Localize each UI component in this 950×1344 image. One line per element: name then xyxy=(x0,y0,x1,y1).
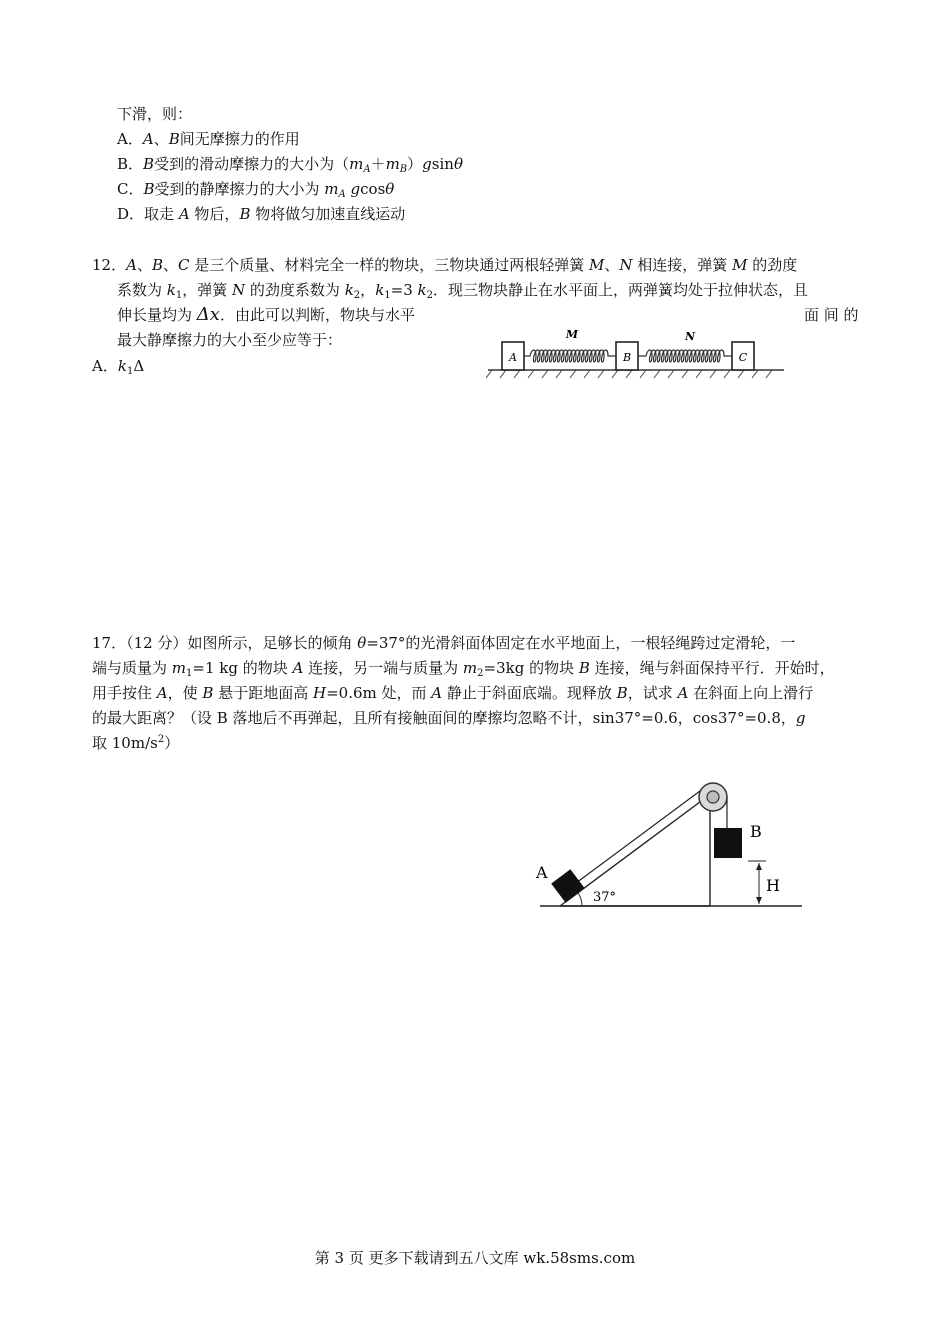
var-c: C xyxy=(178,256,190,274)
option-text: 物将做匀加速直线运动 xyxy=(250,205,406,223)
height-label: H xyxy=(766,876,780,895)
text: =37°的光滑斜面体固定在水平地面上，一根轻绳跨过定滑轮，一 xyxy=(366,634,796,652)
text: ） xyxy=(164,734,180,752)
option-label: D． xyxy=(117,205,145,223)
q17-line-4 xyxy=(92,708,805,728)
q12-line-3 xyxy=(117,305,415,325)
sin-text: sin xyxy=(431,155,454,173)
spring-m-label: M xyxy=(565,328,579,341)
text: ．由此可以判断，物块与水平 xyxy=(219,306,415,324)
block-c-label: C xyxy=(738,351,748,364)
text: =3kg 的物块 xyxy=(483,659,579,677)
text: 最大静摩擦力的大小至少应等于： xyxy=(117,331,343,349)
var-m: m xyxy=(171,659,187,677)
var-a: A xyxy=(677,684,689,702)
option-label: A． xyxy=(92,357,118,375)
option-label: A． xyxy=(117,130,143,148)
text: ．现三物块静止在水平面上，两弹簧均处于拉伸状态，且 xyxy=(433,281,809,299)
option-label: B． xyxy=(117,155,144,173)
q12-line-3-end xyxy=(804,305,859,325)
block-a xyxy=(551,869,585,903)
subscript-a: A xyxy=(363,164,371,175)
text: 用手按住 xyxy=(92,684,157,702)
q11-intro-text: 下滑，则： xyxy=(117,105,193,123)
incline-pulley-figure xyxy=(520,770,810,915)
var-h: H xyxy=(312,684,327,702)
var-b: B xyxy=(239,205,251,223)
var-a: A xyxy=(178,205,190,223)
spring-n-label: N xyxy=(684,330,696,343)
separator: 、 xyxy=(136,256,152,274)
text: 系数为 xyxy=(117,281,167,299)
var-a: A xyxy=(431,684,443,702)
spring-n xyxy=(638,350,732,362)
q11-option-a xyxy=(117,129,300,149)
var-k: k xyxy=(166,281,176,299)
separator: 、 xyxy=(162,256,178,274)
var-a: A xyxy=(156,684,168,702)
text: ，试求 xyxy=(627,684,678,702)
block-b-label: B xyxy=(622,351,632,364)
separator: 、 xyxy=(604,256,620,274)
pulley-hub xyxy=(707,791,719,803)
var-m: M xyxy=(589,256,605,274)
text: 端与质量为 xyxy=(92,659,172,677)
plus-sign: ＋ xyxy=(370,155,386,173)
text: ， xyxy=(360,281,376,299)
ground-hatching xyxy=(486,370,772,378)
text: 相连接，弹簧 xyxy=(632,256,733,274)
q17-line-5 xyxy=(92,733,179,753)
subscript: 1 xyxy=(186,668,193,679)
text: 静止于斜面底端。现释放 xyxy=(442,684,617,702)
text: 在斜面上向上滑行 xyxy=(688,684,814,702)
separator: 、 xyxy=(153,130,169,148)
var-b: B xyxy=(143,155,155,173)
angle-arc xyxy=(578,893,582,906)
var-m: m xyxy=(349,155,364,173)
subscript: 2 xyxy=(426,290,434,301)
option-text: 受到的静摩擦力的大小为 xyxy=(154,180,325,198)
var-k: k xyxy=(344,281,354,299)
text: =0.6m 处，而 xyxy=(326,684,432,702)
option-text: 物后， xyxy=(189,205,240,223)
var-k: k xyxy=(375,281,385,299)
question-number: 17． xyxy=(92,634,127,652)
block-a-label: A xyxy=(509,351,517,364)
var-b: B xyxy=(578,659,590,677)
subscript: 1 xyxy=(126,366,134,377)
text: =3 xyxy=(390,281,418,299)
page-footer xyxy=(0,1247,950,1268)
var-a: A xyxy=(292,659,304,677)
var-delta-x: Δx xyxy=(196,304,220,325)
var-n: N xyxy=(232,281,246,299)
spring-block-figure xyxy=(486,326,786,382)
text: 是三个质量、材料完全一样的物块，三物块通过两根轻弹簧 xyxy=(189,256,590,274)
score: （12 分） xyxy=(126,634,188,652)
q11-option-d xyxy=(117,204,405,224)
subscript: 1 xyxy=(175,290,183,301)
block-b xyxy=(714,828,742,858)
text: 面 间 的 xyxy=(804,306,859,324)
var-b: B xyxy=(168,130,180,148)
var-g: g xyxy=(345,180,361,198)
var-a: A xyxy=(126,256,137,274)
block-a-label: A xyxy=(536,863,548,882)
text: 的最大距离？（设 B 落地后不再弹起，且所有接触面间的摩擦均忽略不计，sin37°=0.6，cos37°=0.8， xyxy=(92,709,796,727)
q17-line-1 xyxy=(92,633,795,653)
var-g: g xyxy=(422,155,432,173)
option-text: Δ xyxy=(133,357,145,375)
text: 连接，绳与斜面保持平行．开始时， xyxy=(589,659,835,677)
q12-line-1 xyxy=(92,255,797,275)
option-label: C． xyxy=(117,180,144,198)
subscript-a: A xyxy=(338,189,346,200)
var-n: N xyxy=(619,256,633,274)
subscript-b: B xyxy=(399,164,408,175)
q17-line-3 xyxy=(92,683,813,703)
var-k: k xyxy=(417,281,427,299)
text: 连接，另一端与质量为 xyxy=(303,659,463,677)
spring-m xyxy=(524,350,616,362)
text: 的劲度 xyxy=(747,256,798,274)
var-theta: θ xyxy=(357,634,367,652)
option-text: 受到的滑动摩擦力的大小为（ xyxy=(154,155,350,173)
question-number: 12． xyxy=(92,256,127,274)
subscript: 2 xyxy=(477,668,484,679)
text: 伸长量均为 xyxy=(117,306,197,324)
var-theta: θ xyxy=(385,180,395,198)
var-m: m xyxy=(462,659,478,677)
footer-text: 第 3 页 更多下载请到五八文库 wk.58sms.com xyxy=(314,1249,636,1267)
text: ，使 xyxy=(167,684,203,702)
text: 取 10m/s xyxy=(92,734,158,752)
text: 如图所示，足够长的倾角 xyxy=(187,634,358,652)
cos-text: cos xyxy=(360,180,386,198)
option-text: 间无摩擦力的作用 xyxy=(179,130,300,148)
var-b: B xyxy=(202,684,214,702)
var-a: A xyxy=(142,130,154,148)
q12-line-4 xyxy=(117,330,342,350)
q11-option-c xyxy=(117,179,394,199)
height-arrow-down xyxy=(756,897,762,904)
text: 的劲度系数为 xyxy=(245,281,345,299)
q17-line-2 xyxy=(92,658,835,678)
var-b: B xyxy=(151,256,163,274)
q11-intro xyxy=(117,104,192,124)
close-paren: ） xyxy=(407,155,423,173)
height-arrow-up xyxy=(756,863,762,870)
var-b: B xyxy=(143,180,155,198)
q11-option-b xyxy=(117,154,463,174)
var-m: m xyxy=(324,180,339,198)
text: =1 kg 的物块 xyxy=(192,659,293,677)
text: ，弹簧 xyxy=(182,281,233,299)
var-m: M xyxy=(732,256,748,274)
rope-along-incline xyxy=(572,788,704,886)
text: 悬于距地面高 xyxy=(213,684,313,702)
superscript: 2 xyxy=(157,734,165,745)
angle-label: 37° xyxy=(593,890,617,905)
q12-line-2 xyxy=(117,280,808,300)
option-text: 取走 xyxy=(144,205,179,223)
var-m: m xyxy=(385,155,400,173)
block-b-label: B xyxy=(750,822,762,841)
var-k: k xyxy=(117,357,127,375)
var-theta: θ xyxy=(453,155,463,173)
subscript: 1 xyxy=(384,290,391,301)
subscript: 2 xyxy=(353,290,361,301)
var-b: B xyxy=(616,684,628,702)
var-g: g xyxy=(795,709,806,727)
q12-option-a xyxy=(92,356,144,376)
